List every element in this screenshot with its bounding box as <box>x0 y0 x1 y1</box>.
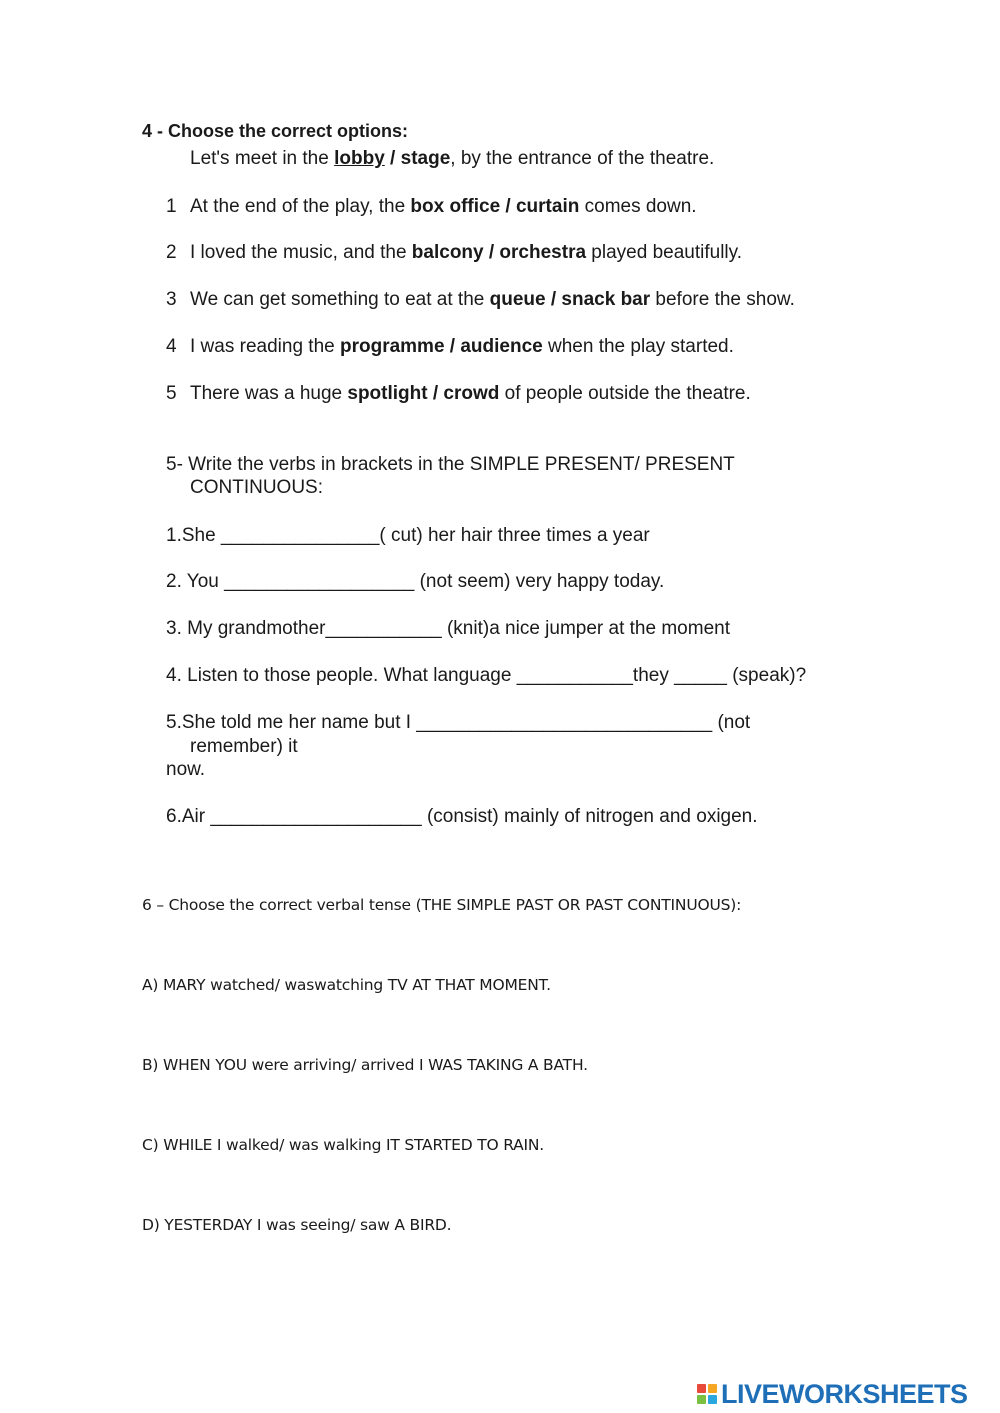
example-option-separator: / <box>384 148 401 169</box>
item-number: 4 <box>166 336 177 357</box>
logo-block <box>697 1384 706 1393</box>
item-text-before: I was reading the <box>190 336 340 357</box>
section-4-item <box>166 335 734 358</box>
section-5-item: 1.She _______________( cut) her hair three times a year <box>166 525 650 546</box>
section-6-item: C) WHILE I walked/ was walking IT STARTED TO RAIN. <box>142 1136 545 1154</box>
liveworksheets-logo-text: LIVEWORKSHEETS <box>721 1378 968 1409</box>
item-options: box office / curtain <box>410 196 580 217</box>
section-4-title: 4 - Choose the correct options: <box>142 121 409 141</box>
section-5-item: 2. You __________________ (not seem) very happy today. <box>166 571 665 592</box>
section-6-item: B) WHEN YOU were arriving/ arrived I WAS TAKING A BATH. <box>142 1056 588 1074</box>
section-6-title: 6 – Choose the correct verbal tense (THE SIMPLE PAST OR PAST CONTINUOUS): <box>142 896 742 914</box>
example-text-before: Let's meet in the <box>190 148 335 169</box>
item-text-after: played beautifully. <box>586 242 743 263</box>
liveworksheets-logo <box>697 1378 968 1410</box>
item-text-before: I loved the music, and the <box>190 242 412 263</box>
example-option-stage: stage <box>400 148 451 169</box>
item-text-after: before the show. <box>650 289 795 310</box>
section-5-title-line-1: 5- Write the verbs in brackets in the SIMPLE PRESENT/ PRESENT <box>166 454 735 475</box>
example-text-after: , by the entrance of the theatre. <box>450 148 715 169</box>
section-5-title-line-2: CONTINUOUS: <box>190 477 323 498</box>
section-4-item <box>166 241 742 264</box>
section-5-item-5-line-3: now. <box>166 759 206 780</box>
section-5-item-6: 6.Air ____________________ (consist) mainly of nitrogen and oxigen. <box>166 806 758 827</box>
item-number: 3 <box>166 289 177 310</box>
section-4-example <box>190 147 714 170</box>
item-text-after: when the play started. <box>542 336 734 357</box>
item-text-before: At the end of the play, the <box>190 196 411 217</box>
section-6-item: D) YESTERDAY I was seeing/ saw A BIRD. <box>142 1216 452 1234</box>
item-options: spotlight / crowd <box>347 383 500 404</box>
example-option-lobby: lobby <box>334 148 385 169</box>
item-text-after: comes down. <box>579 196 697 217</box>
section-4-item <box>166 195 697 218</box>
item-number: 5 <box>166 383 177 404</box>
item-number: 1 <box>166 196 177 217</box>
section-5-item-5-line-1: 5.She told me her name but I ____________________________ (not <box>166 712 751 733</box>
item-options: balcony / orchestra <box>411 242 587 263</box>
item-number: 2 <box>166 242 177 263</box>
logo-block <box>697 1395 706 1404</box>
item-text-before: There was a huge <box>190 383 348 404</box>
logo-block <box>708 1384 717 1393</box>
section-5-item-5-line-2: remember) it <box>190 736 298 757</box>
section-6-item: A) MARY watched/ waswatching TV AT THAT MOMENT. <box>142 976 551 994</box>
item-options: programme / audience <box>339 336 543 357</box>
item-options: queue / snack bar <box>489 289 651 310</box>
section-4-item <box>166 382 751 405</box>
section-4-item <box>166 288 795 311</box>
item-text-before: We can get something to eat at the <box>190 289 490 310</box>
section-5-item: 4. Listen to those people. What language ___________they _____ (speak)? <box>166 665 807 686</box>
item-text-after: of people outside the theatre. <box>499 383 751 404</box>
section-5-item: 3. My grandmother___________ (knit)a nice jumper at the moment <box>166 618 730 639</box>
liveworksheets-logo-icon <box>697 1384 717 1404</box>
logo-block <box>708 1395 717 1404</box>
